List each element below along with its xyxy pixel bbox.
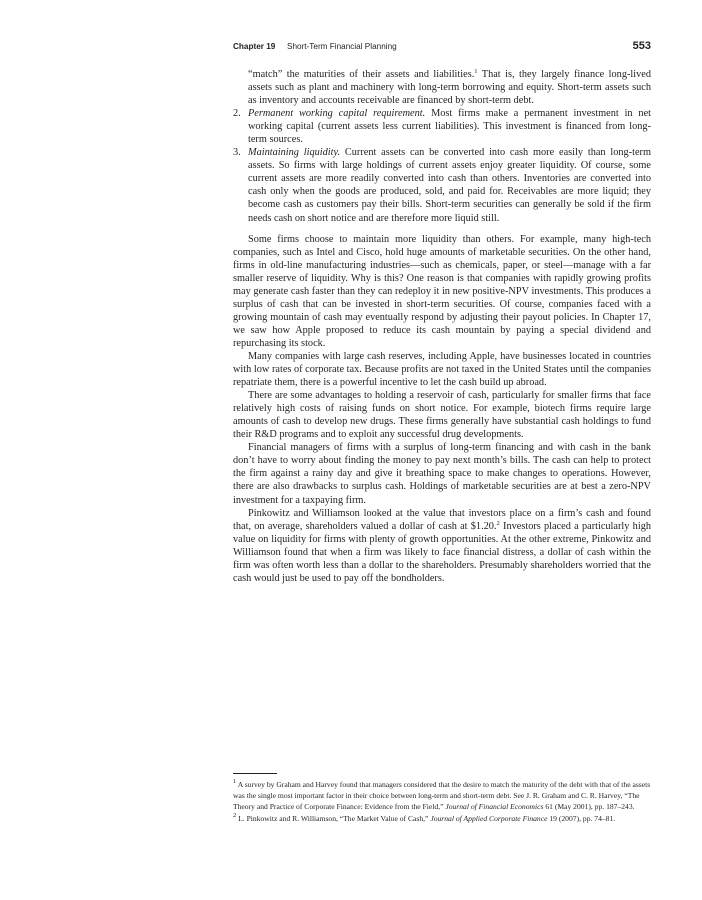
list-number: 2. [233, 108, 241, 120]
list-item-2 [233, 107, 651, 146]
footnote-text: A survey by Graham and Harvey found that managers considered that the desire to match the maturity of the debt with that of the assets was the single most important factor in their choice between long-term and short-term debt. See J. R. Graham and C. R. Harvey, “The Theory and Practice of Corporate Finance: Evidence from the Field,” [233, 780, 651, 811]
list-item-text: Most firms make a permanent investment in net working capital (current assets less current liabilities). This investment is financed from long-term sources. [248, 108, 651, 146]
footnote-ref-1: 1 [474, 68, 478, 75]
footnote-mark: 2 [233, 812, 237, 819]
body-text [233, 68, 651, 585]
paragraph-text: Pinkowitz and Williamson looked at the value that investors place on a firm’s cash and found that, on average, shareholders valued a dollar of cash at $1.20. [233, 507, 651, 532]
footnote-mark: 1 [233, 778, 237, 785]
paragraph-3: There are some advantages to holding a reservoir of cash, particularly for smaller firms that face relatively high costs of raising funds on short notice. For example, biotech firms require large amounts of cash to develop new drugs. These firms generally have substantial cash holdings to fund their R&D programs and to exploit any successful drug developments. [233, 390, 651, 441]
paragraph-text: Investors placed a particularly high value on liquidity for firms with plenty of growth opportunities. At the other extreme, Pinkowitz and Williamson found that when a firm was likely to face financial distress, a dollar of cash within the firm was often worth less than a dollar to the shareholders. Presumably shareholders worried that the cash would just be used to pay off the bondholders. [233, 520, 651, 584]
page-number: 553 [632, 40, 651, 52]
paragraph-5 [233, 507, 651, 585]
footnote-text: 61 (May 2001), pp. 187–243. [543, 802, 635, 811]
footnote-text: 19 (2007), pp. 74–81. [547, 814, 616, 823]
numbered-list [233, 68, 651, 225]
footnotes [233, 779, 651, 825]
footnote-divider [233, 773, 277, 774]
section-title: Short-Term Financial Planning [287, 42, 397, 51]
list-item-text: “match” the maturities of their assets and liabilities. [248, 69, 475, 80]
chapter-label: Chapter 19 [233, 42, 276, 51]
journal-title: Journal of Applied Corporate Finance [430, 814, 548, 823]
running-header [233, 40, 651, 54]
footnote-2 [233, 813, 651, 824]
list-item-text: Current assets can be converted into cash more easily than long-term assets. So firms with large holdings of current assets enjoy greater liquidity. Of course, some current assets are more readily converted into cash than others. Inventories are converted into cash only when the goods are produced, sold, and paid for. Receivables are more liquid; they become cash as customers pay their bills. Short-term securities can generally be sold if the firm needs cash on short notice and are therefore more liquid still. [248, 147, 652, 224]
paragraph-4: Financial managers of firms with a surplus of long-term financing and with cash in the bank don’t have to worry about finding the money to pay next month’s bills. The cash can help to protect the firm against a rainy day and give it breathing space to make changes to operations. However, there are also drawbacks to surplus cash. Holdings of marketable securities are at best a zero-NPV investment for a taxpaying firm. [233, 442, 651, 506]
footnote-ref-2: 2 [496, 519, 500, 527]
footnote-1 [233, 779, 651, 812]
journal-title: Journal of Financial Economics [445, 802, 544, 811]
list-item-1-continued [233, 68, 651, 107]
footnote-text: L. Pinkowitz and R. Williamson, “The Market Value of Cash,” [236, 814, 431, 823]
list-item-3 [233, 146, 651, 224]
list-item-text: That is, they largely finance long-lived assets such as plant and machinery with long-term borrowing and equity. Short-term assets such as inventory and accounts receivable are financed by short-term debt. [248, 69, 651, 107]
list-number: 3. [233, 147, 241, 159]
list-item-title: Permanent working capital requirement. [248, 108, 426, 120]
paragraph-2: Many companies with large cash reserves, including Apple, have businesses located in countries with low rates of corporate tax. Because profits are not taxed in the United States until the companies repatriate them, there is a powerful incentive to let the cash build up abroad. [233, 350, 651, 389]
paragraph-1: Some firms choose to maintain more liquidity than others. For example, many high-tech companies, such as Intel and Cisco, hold huge amounts of marketable securities. On the other hand, firms in old-line manufacturing industries—such as chemicals, paper, or steel—manage with a far smaller reserve of liquidity. Why is this? One reason is that companies with rapidly growing profits may generate cash faster than they can redeploy it in new positive-NPV investments. This produces a surplus of cash that can be invested in short-term securities. Of course, companies faced with a growing mountain of cash may eventually respond by adjusting their payout policies. In Chapter 17, we saw how Apple proposed to reduce its cash mountain by paying a special dividend and repurchasing its stock. [233, 233, 651, 349]
list-item-title: Maintaining liquidity. [248, 147, 341, 159]
